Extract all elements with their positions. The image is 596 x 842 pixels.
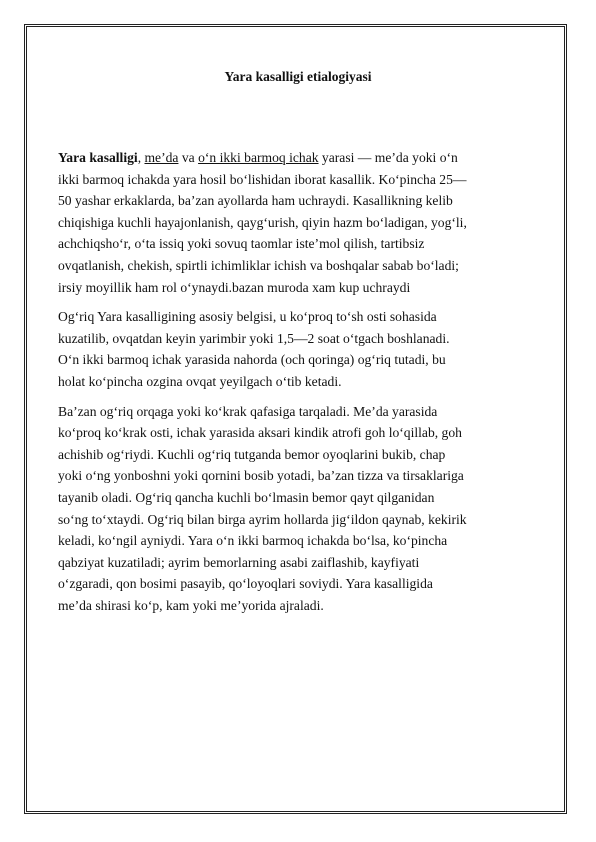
paragraph-line: achishib og‘riydi. Kuchli og‘riq tutganda bemor oyoqlarini bukib, chap	[58, 446, 446, 462]
paragraph-line: qabziyat kuzatiladi; ayrim bemorlarning asabi zaiflashib, kayfiyati	[58, 554, 420, 570]
paragraph-line: ikki barmoq ichakda yara hosil bo‘lishidan iborat kasallik. Ko‘pincha 25—	[58, 171, 467, 187]
paragraph-line: o‘zgaradi, qon bosimi pasayib, qo‘loyoqlari soviydi. Yara kasalligida	[58, 576, 433, 592]
paragraph-line: keladi, ko‘ngil ayniydi. Yara o‘n ikki barmoq ichakda bo‘lsa, ko‘pincha	[58, 533, 448, 549]
paragraph-line: holat ko‘pincha ozgina ovqat yeyilgach o‘tib ketadi.	[58, 373, 342, 389]
paragraph-line: tayanib oladi. Og‘riq qancha kuchli bo‘lmasin bemor qayt qilganidan	[58, 489, 435, 505]
paragraph-line: 50 yashar erkaklarda, ba’zan ayollarda ham uchraydi. Kasallikning kelib	[58, 193, 453, 209]
term-bold: Yara kasalligi	[58, 150, 138, 165]
document-title: Yara kasalligi etialogiyasi	[224, 69, 372, 84]
paragraph-intro	[58, 147, 553, 298]
paragraph-line: kuzatilib, ovqatdan keyin yarimbir yoki 1,5—2 soat o‘tgach boshlanadi.	[58, 330, 450, 346]
paragraph-line: achchiqsho‘r, o‘ta issiq yoki sovuq taomlar iste’mol qilish, tartibsiz	[58, 236, 425, 252]
text-sep: va	[178, 150, 199, 165]
paragraph-line: yoki o‘ng yonboshni yoki qornini bosib yotadi, ba’zan tizza va tirsaklariga	[58, 468, 464, 484]
paragraph-line: Ba’zan og‘riq orqaga yoki ko‘krak qafasiga tarqaladi. Me’da yarasida	[58, 403, 438, 419]
paragraph-line: so‘ng to‘xtaydi. Og‘riq bilan birga ayrim hollarda jig‘ildon qaynab, kekirik	[58, 511, 467, 527]
paragraph-3	[58, 401, 553, 617]
paragraph-line: ovqatlanish, chekish, spirtli ichimliklar ichish va boshqalar sabab bo‘ladi;	[58, 257, 459, 273]
paragraph-line: chiqishiga kuchli hayajonlanish, qayg‘urish, qiyin hazm bo‘ladigan, yog‘li,	[58, 214, 467, 230]
paragraph-line: O‘n ikki barmoq ichak yarasida nahorda (och qoringa) og‘riq tutadi, bu	[58, 352, 446, 368]
text-rest: yarasi — me’da yoki o‘n	[318, 150, 458, 165]
paragraph-line: ko‘proq ko‘krak osti, ichak yarasida aksari kindik atrofi goh lo‘qillab, goh	[58, 425, 462, 441]
paragraph-2	[58, 306, 553, 392]
paragraph-line: Og‘riq Yara kasalligining asosiy belgisi, u ko‘proq to‘sh osti sohasida	[58, 309, 437, 325]
text-sep: ,	[137, 150, 145, 165]
document-body	[58, 147, 553, 624]
link-ichak[interactable]: o‘n ikki barmoq ichak	[198, 150, 319, 165]
paragraph-line	[58, 147, 553, 169]
paragraph-line: me’da shirasi ko‘p, kam yoki me’yorida ajraladi.	[58, 597, 324, 613]
link-meda[interactable]: me’da	[144, 150, 179, 165]
paragraph-line: irsiy moyillik ham rol o‘ynaydi.bazan muroda xam kup uchraydi	[58, 279, 411, 295]
